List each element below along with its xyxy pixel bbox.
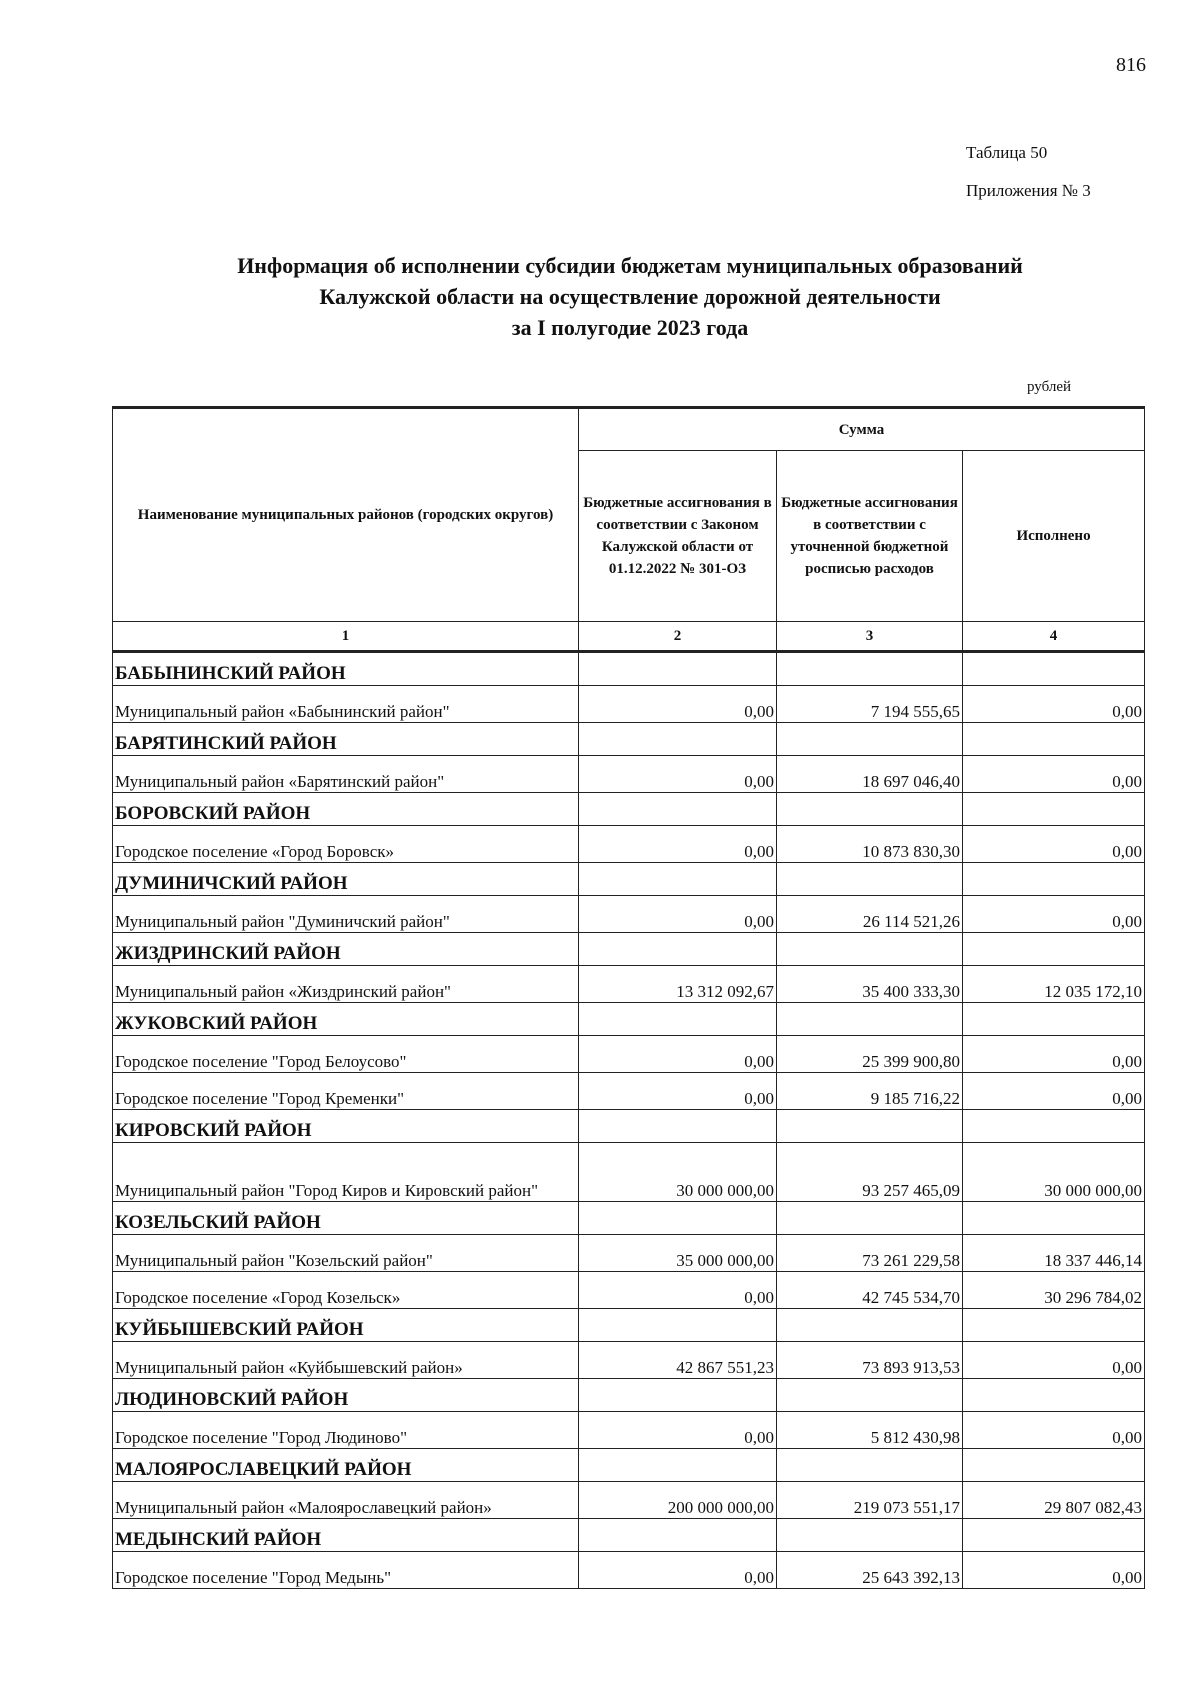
empty-cell xyxy=(777,1379,963,1412)
empty-cell xyxy=(963,1110,1145,1143)
law-allocation-value: 0,00 xyxy=(579,1272,777,1309)
municipality-name: Муниципальный район "Козельский район" xyxy=(113,1235,579,1272)
municipality-name: Муниципальный район «Куйбышевский район» xyxy=(113,1342,579,1379)
table-row xyxy=(113,1235,1145,1272)
district-row xyxy=(113,863,1145,896)
table-row xyxy=(113,1143,1145,1202)
executed-value: 12 035 172,10 xyxy=(963,966,1145,1003)
revised-allocation-value: 93 257 465,09 xyxy=(777,1143,963,1202)
empty-cell xyxy=(579,1519,777,1552)
table-body xyxy=(113,652,1145,1589)
law-allocation-value: 0,00 xyxy=(579,686,777,723)
law-allocation-value: 30 000 000,00 xyxy=(579,1143,777,1202)
district-row xyxy=(113,1379,1145,1412)
district-name: ЖУКОВСКИЙ РАЙОН xyxy=(113,1003,579,1036)
table-row xyxy=(113,896,1145,933)
district-name: МЕДЫНСКИЙ РАЙОН xyxy=(113,1519,579,1552)
law-allocation-value: 0,00 xyxy=(579,826,777,863)
district-name: МАЛОЯРОСЛАВЕЦКИЙ РАЙОН xyxy=(113,1449,579,1482)
municipality-name: Городское поселение "Город Людиново" xyxy=(113,1412,579,1449)
empty-cell xyxy=(963,793,1145,826)
law-allocation-value: 0,00 xyxy=(579,1412,777,1449)
municipality-name: Муниципальный район «Малоярославецкий район» xyxy=(113,1482,579,1519)
revised-allocation-value: 7 194 555,65 xyxy=(777,686,963,723)
table-row xyxy=(113,1342,1145,1379)
table-row xyxy=(113,686,1145,723)
district-row xyxy=(113,1003,1145,1036)
district-row xyxy=(113,1519,1145,1552)
empty-cell xyxy=(963,1519,1145,1552)
column-number-3: 3 xyxy=(777,622,963,652)
municipality-name: Городское поселение "Город Медынь" xyxy=(113,1552,579,1589)
district-name: ЛЮДИНОВСКИЙ РАЙОН xyxy=(113,1379,579,1412)
empty-cell xyxy=(579,1309,777,1342)
municipality-name: Городское поселение «Город Боровск» xyxy=(113,826,579,863)
revised-allocation-value: 26 114 521,26 xyxy=(777,896,963,933)
executed-value: 30 000 000,00 xyxy=(963,1143,1145,1202)
empty-cell xyxy=(777,933,963,966)
revised-allocation-value: 73 893 913,53 xyxy=(777,1342,963,1379)
district-name: БАБЫНИНСКИЙ РАЙОН xyxy=(113,652,579,686)
empty-cell xyxy=(777,863,963,896)
table-row xyxy=(113,1482,1145,1519)
law-allocation-value: 0,00 xyxy=(579,1552,777,1589)
law-allocation-value: 0,00 xyxy=(579,756,777,793)
executed-value: 29 807 082,43 xyxy=(963,1482,1145,1519)
executed-value: 0,00 xyxy=(963,686,1145,723)
empty-cell xyxy=(963,1003,1145,1036)
executed-value: 0,00 xyxy=(963,1342,1145,1379)
empty-cell xyxy=(579,793,777,826)
empty-cell xyxy=(579,1449,777,1482)
revised-allocation-value: 25 643 392,13 xyxy=(777,1552,963,1589)
empty-cell xyxy=(963,652,1145,686)
document-title xyxy=(0,250,1200,343)
revised-allocation-value: 10 873 830,30 xyxy=(777,826,963,863)
table-row xyxy=(113,826,1145,863)
appendix-reference: Приложения № 3 xyxy=(966,181,1091,200)
empty-cell xyxy=(579,652,777,686)
empty-cell xyxy=(777,1110,963,1143)
table-reference: Таблица 50 xyxy=(966,143,1048,162)
executed-value: 0,00 xyxy=(963,1552,1145,1589)
empty-cell xyxy=(963,863,1145,896)
empty-cell xyxy=(579,863,777,896)
law-allocation-value: 13 312 092,67 xyxy=(579,966,777,1003)
district-row xyxy=(113,933,1145,966)
law-allocation-value: 0,00 xyxy=(579,1073,777,1110)
header-col3: Бюджетные ассигнования в соответствии с уточненной бюджетной росписью расходов xyxy=(777,451,963,622)
law-allocation-value: 35 000 000,00 xyxy=(579,1235,777,1272)
table-row xyxy=(113,756,1145,793)
table-row xyxy=(113,1552,1145,1589)
table-row xyxy=(113,1412,1145,1449)
empty-cell xyxy=(777,652,963,686)
district-row xyxy=(113,723,1145,756)
empty-cell xyxy=(777,1519,963,1552)
district-name: ЖИЗДРИНСКИЙ РАЙОН xyxy=(113,933,579,966)
executed-value: 0,00 xyxy=(963,756,1145,793)
district-name: ДУМИНИЧСКИЙ РАЙОН xyxy=(113,863,579,896)
revised-allocation-value: 219 073 551,17 xyxy=(777,1482,963,1519)
empty-cell xyxy=(963,723,1145,756)
column-number-1: 1 xyxy=(113,622,579,652)
units-label: рублей xyxy=(1027,379,1072,395)
revised-allocation-value: 42 745 534,70 xyxy=(777,1272,963,1309)
empty-cell xyxy=(777,1449,963,1482)
executed-value: 0,00 xyxy=(963,1036,1145,1073)
empty-cell xyxy=(579,1110,777,1143)
empty-cell xyxy=(777,1202,963,1235)
revised-allocation-value: 25 399 900,80 xyxy=(777,1036,963,1073)
executed-value: 30 296 784,02 xyxy=(963,1272,1145,1309)
empty-cell xyxy=(963,1449,1145,1482)
empty-cell xyxy=(777,1309,963,1342)
law-allocation-value: 0,00 xyxy=(579,896,777,933)
municipality-name: Муниципальный район «Бабынинский район" xyxy=(113,686,579,723)
revised-allocation-value: 5 812 430,98 xyxy=(777,1412,963,1449)
table-row xyxy=(113,966,1145,1003)
revised-allocation-value: 35 400 333,30 xyxy=(777,966,963,1003)
municipality-name: Муниципальный район "Город Киров и Кировский район" xyxy=(113,1143,579,1202)
municipality-name: Муниципальный район «Жиздринский район" xyxy=(113,966,579,1003)
column-number-2: 2 xyxy=(579,622,777,652)
empty-cell xyxy=(579,1003,777,1036)
executed-value: 0,00 xyxy=(963,1412,1145,1449)
district-row xyxy=(113,652,1145,686)
empty-cell xyxy=(579,1202,777,1235)
empty-cell xyxy=(579,1379,777,1412)
executed-value: 0,00 xyxy=(963,896,1145,933)
district-name: КИРОВСКИЙ РАЙОН xyxy=(113,1110,579,1143)
executed-value: 0,00 xyxy=(963,1073,1145,1110)
municipality-name: Городское поселение "Город Белоусово" xyxy=(113,1036,579,1073)
district-row xyxy=(113,793,1145,826)
municipality-name: Муниципальный район «Барятинский район" xyxy=(113,756,579,793)
municipality-name: Городское поселение «Город Козельск» xyxy=(113,1272,579,1309)
empty-cell xyxy=(963,1379,1145,1412)
revised-allocation-value: 9 185 716,22 xyxy=(777,1073,963,1110)
district-name: БАРЯТИНСКИЙ РАЙОН xyxy=(113,723,579,756)
title-line-3: за I полугодие 2023 года xyxy=(511,315,749,340)
header-name: Наименование муниципальных районов (городских округов) xyxy=(113,408,579,622)
revised-allocation-value: 73 261 229,58 xyxy=(777,1235,963,1272)
budget-table xyxy=(112,406,1145,1589)
municipality-name: Городское поселение "Город Кременки" xyxy=(113,1073,579,1110)
table-row xyxy=(113,1272,1145,1309)
header-sum: Сумма xyxy=(579,408,1145,451)
page-number: 816 xyxy=(1116,54,1146,76)
district-row xyxy=(113,1202,1145,1235)
header-col2: Бюджетные ассигнования в соответствии с Законом Калужской области от 01.12.2022 № 301-ОЗ xyxy=(579,451,777,622)
municipality-name: Муниципальный район "Думиничский район" xyxy=(113,896,579,933)
law-allocation-value: 42 867 551,23 xyxy=(579,1342,777,1379)
empty-cell xyxy=(777,793,963,826)
title-line-2: Калужской области на осуществление дорожной деятельности xyxy=(319,284,941,309)
law-allocation-value: 200 000 000,00 xyxy=(579,1482,777,1519)
empty-cell xyxy=(579,933,777,966)
header-col4: Исполнено xyxy=(963,451,1145,622)
title-line-1: Информация об исполнении субсидии бюджетам муниципальных образований xyxy=(237,253,1023,278)
executed-value: 0,00 xyxy=(963,826,1145,863)
column-number-4: 4 xyxy=(963,622,1145,652)
empty-cell xyxy=(777,1003,963,1036)
district-row xyxy=(113,1309,1145,1342)
table-row xyxy=(113,1073,1145,1110)
district-row xyxy=(113,1449,1145,1482)
district-name: КОЗЕЛЬСКИЙ РАЙОН xyxy=(113,1202,579,1235)
empty-cell xyxy=(963,1202,1145,1235)
executed-value: 18 337 446,14 xyxy=(963,1235,1145,1272)
table-row xyxy=(113,1036,1145,1073)
empty-cell xyxy=(963,1309,1145,1342)
district-row xyxy=(113,1110,1145,1143)
empty-cell xyxy=(963,933,1145,966)
empty-cell xyxy=(579,723,777,756)
law-allocation-value: 0,00 xyxy=(579,1036,777,1073)
revised-allocation-value: 18 697 046,40 xyxy=(777,756,963,793)
district-name: БОРОВСКИЙ РАЙОН xyxy=(113,793,579,826)
empty-cell xyxy=(777,723,963,756)
table-header xyxy=(113,408,1145,652)
district-name: КУЙБЫШЕВСКИЙ РАЙОН xyxy=(113,1309,579,1342)
